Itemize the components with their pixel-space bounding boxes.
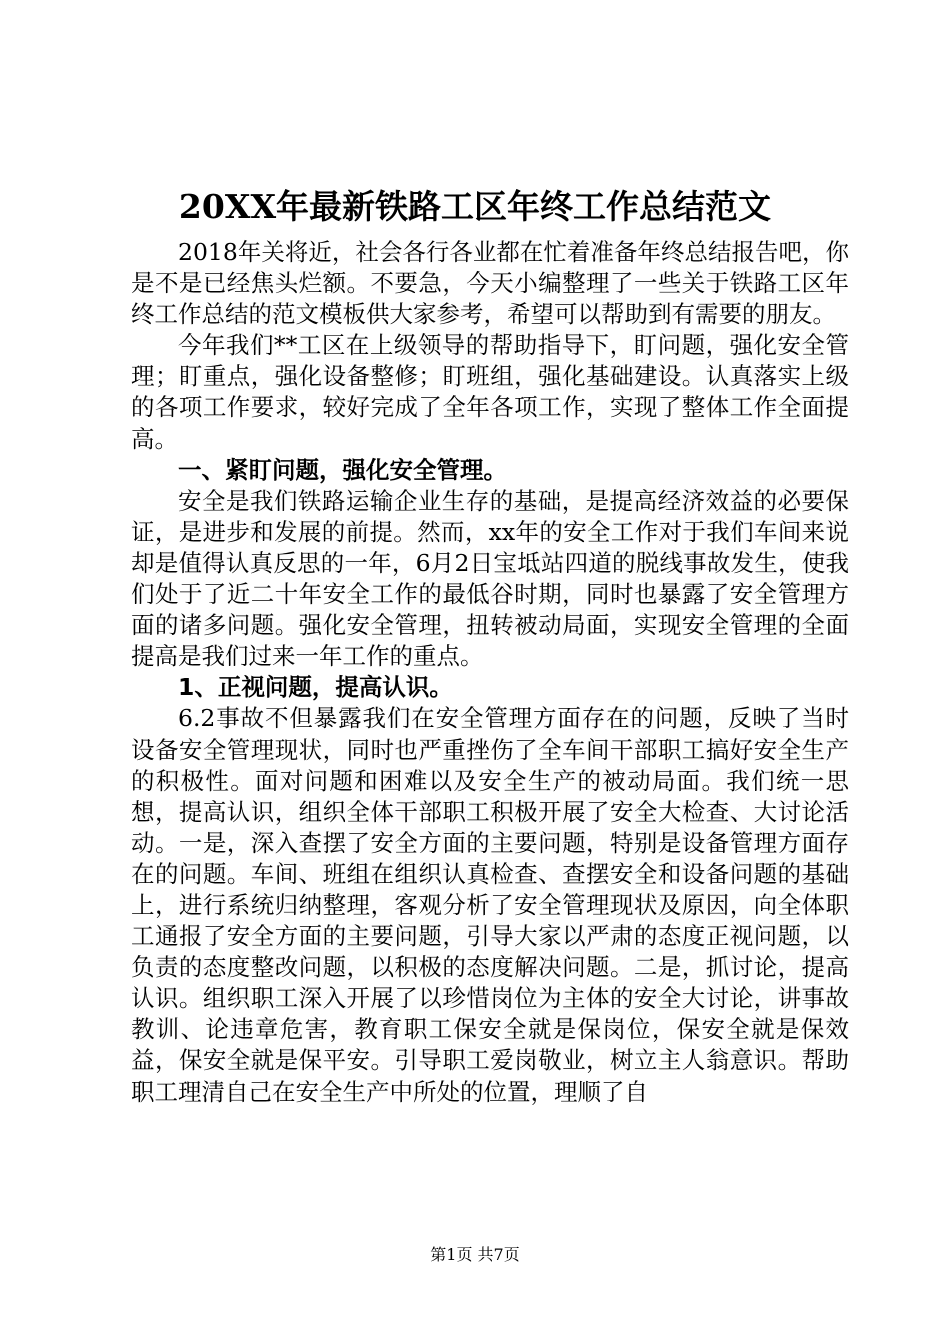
document-body <box>131 237 849 1108</box>
subsection-paragraph: 6.2事故不但暴露我们在安全管理方面存在的问题，反映了当时设备安全管理现状，同时也严重挫伤了全车间干部职工搞好安全生产的积极性。面对问题和困难以及安全生产的被动局面。我们统一思想，提高认识，组织全体干部职工积极开展了安全大检查、大讨论活动。一是，深入查摆了安全方面的主要问题，特别是设备管理方面存在的问题。车间、班组在组织认真检查、查摆安全和设备问题的基础上，进行系统归纳整理，客观分析了安全管理现状及原因，向全体职工通报了安全方面的主要问题，引导大家以严肃的态度正视问题，以负责的态度整改问题，以积极的态度解决问题。二是，抓讨论，提高认识。组织职工深入开展了以珍惜岗位为主体的安全大讨论，讲事故教训、论违章危害，教育职工保安全就是保岗位，保安全就是保效益，保安全就是保平安。引导职工爱岗敬业，树立主人翁意识。帮助职工理清自己在安全生产中所处的位置，理顺了自 <box>131 704 849 1106</box>
subsection-heading: 1、正视问题，提高认识。 <box>178 673 453 702</box>
intro-paragraph: 2018年关将近，社会各行各业都在忙着准备年终总结报告吧，你是不是已经焦头烂额。不要急，今天小编整理了一些关于铁路工区年终工作总结的范文模板供大家参考，希望可以帮助到有需要的朋友。 <box>131 238 849 329</box>
summary-paragraph: 今年我们**工区在上级领导的帮助指导下，盯问题，强化安全管理；盯重点，强化设备整修；盯班组，强化基础建设。认真落实上级的各项工作要求，较好完成了全年各项工作，实现了整体工作全面提高。 <box>131 331 849 453</box>
document-title: 20XX年最新铁路工区年终工作总结范文 <box>178 187 772 226</box>
section-paragraph: 安全是我们铁路运输企业生存的基础，是提高经济效益的必要保证，是进步和发展的前提。然而，xx年的安全工作对于我们车间来说却是值得认真反思的一年，6月2日宝坻站四道的脱线事故发生，使我们处于了近二十年安全工作的最低谷时期，同时也暴露了安全管理方面的诸多问题。强化安全管理，扭转被动局面，实现安全管理的全面提高是我们过来一年工作的重点。 <box>131 486 849 671</box>
section-heading: 一、紧盯问题，强化安全管理。 <box>178 455 507 484</box>
page-footer: 第1页 共7页 <box>430 1245 520 1264</box>
